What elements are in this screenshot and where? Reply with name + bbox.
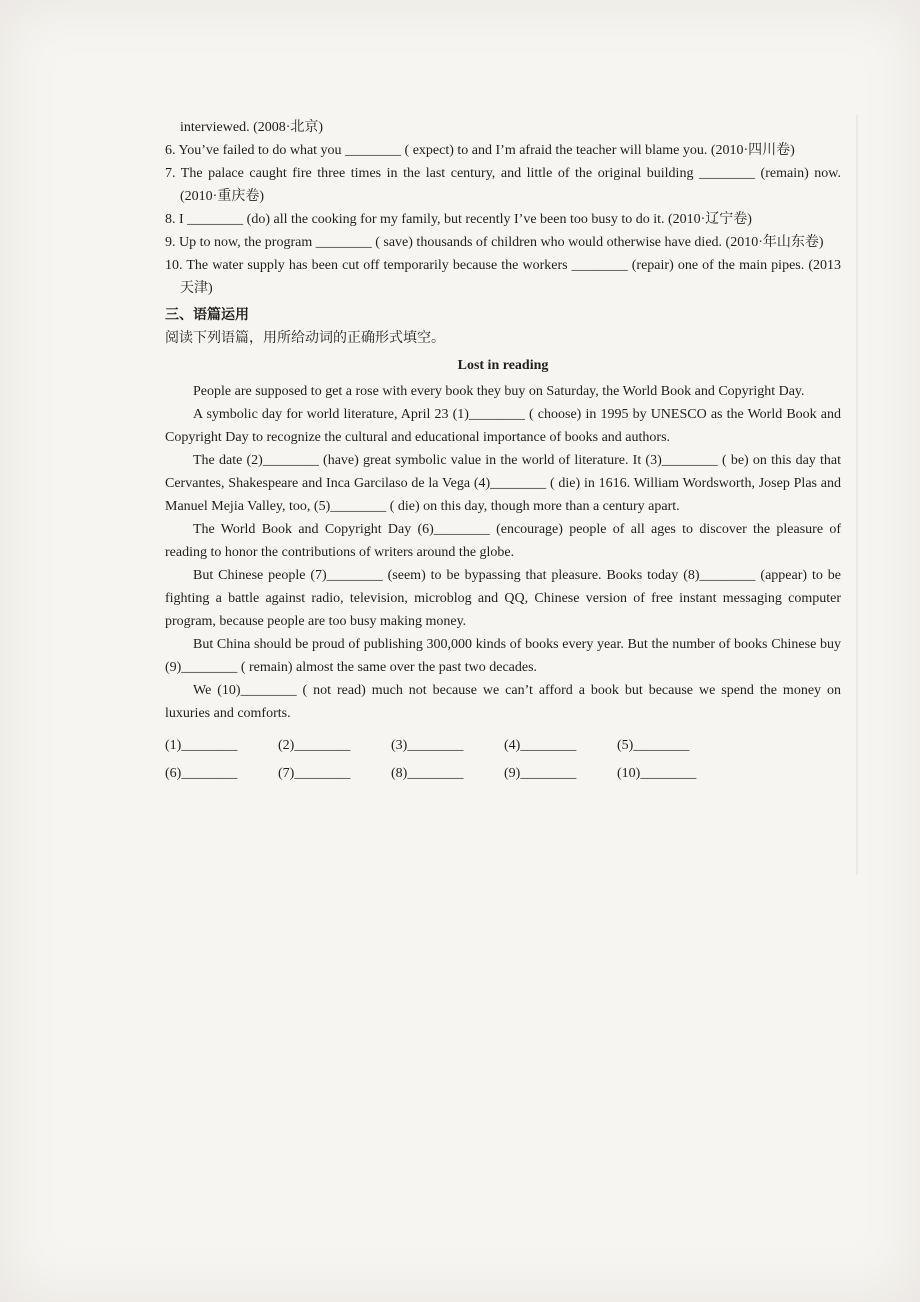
worksheet-content bbox=[165, 116, 841, 785]
answer-row-2 bbox=[165, 762, 841, 785]
question-text: The water supply has been cut off temporarily because the workers ________ (repair) one of the main pipes. (2013 天津) bbox=[180, 258, 841, 296]
passage-paragraph-4: The World Book and Copyright Day (6)________ (encourage) people of all ages to discover the pleasure of reading to honor the contributions of writers around the globe. bbox=[165, 522, 841, 560]
passage-title: Lost in reading bbox=[457, 358, 549, 373]
answer-blank-10: (10)________ bbox=[617, 766, 697, 781]
question-text: You’ve failed to do what you ________ ( expect) to and I’m afraid the teacher will blame you. (2010·四川卷) bbox=[178, 143, 795, 158]
passage-paragraph-5: But Chinese people (7)________ (seem) to be bypassing that pleasure. Books today (8)________ (appear) to be fighting a battle against radio, television, microblog and QQ, Chinese version of free instant messaging computer program, because people are too busy making money. bbox=[165, 568, 841, 629]
passage-paragraph-2: A symbolic day for world literature, April 23 (1)________ ( choose) in 1995 by UNESCO as the World Book and Copyright Day to recognize the cultural and educational importance of books and authors. bbox=[165, 407, 841, 445]
question-item-7 bbox=[165, 162, 841, 208]
answer-blank-6: (6)________ bbox=[165, 766, 238, 781]
question-text: I ________ (do) all the cooking for my family, but recently I’ve been too busy to do it. (2010·辽宁卷) bbox=[179, 212, 752, 227]
passage-paragraph-1: People are supposed to get a rose with every book they buy on Saturday, the World Book and Copyright Day. bbox=[193, 384, 805, 399]
question-5-continuation: interviewed. (2008·北京) bbox=[180, 120, 324, 135]
question-number: 6. bbox=[165, 143, 176, 158]
answer-blank-9: (9)________ bbox=[504, 766, 577, 781]
answer-blank-7: (7)________ bbox=[278, 766, 351, 781]
question-number: 9. bbox=[165, 235, 176, 250]
passage-paragraph-7: We (10)________ ( not read) much not because we can’t afford a book but because we spend the money on luxuries and comforts. bbox=[165, 683, 841, 721]
passage-paragraph-6: But China should be proud of publishing 300,000 kinds of books every year. But the number of books Chinese buy (9)________ ( remain) almost the same over the past two decades. bbox=[165, 637, 841, 675]
answer-blank-3: (3)________ bbox=[391, 738, 464, 753]
question-number: 7. bbox=[165, 166, 176, 181]
answer-blank-5: (5)________ bbox=[617, 738, 690, 753]
question-item-8 bbox=[165, 208, 841, 231]
question-item-9 bbox=[165, 231, 841, 254]
question-item-10 bbox=[165, 254, 841, 300]
section-heading: 三、语篇运用 bbox=[165, 306, 249, 322]
question-number: 10. bbox=[165, 258, 183, 273]
scan-artifact-line bbox=[856, 115, 858, 875]
question-number: 8. bbox=[165, 212, 176, 227]
question-item-6 bbox=[165, 139, 841, 162]
passage-paragraph-3: The date (2)________ (have) great symbolic value in the world of literature. It (3)________ ( be) on this day that Cervantes, Shakespeare and Inca Garcilaso de la Vega (4)________ ( die) in 1616. William Wordsworth, Josep Plas and Manuel Mejia Valley, too, (5)________ ( die) on this day, though more than a century apart. bbox=[165, 453, 841, 514]
answer-blanks bbox=[165, 734, 841, 785]
answer-blank-4: (4)________ bbox=[504, 738, 577, 753]
answer-blank-8: (8)________ bbox=[391, 766, 464, 781]
answer-blank-2: (2)________ bbox=[278, 738, 351, 753]
answer-row-1 bbox=[165, 734, 841, 757]
question-text: Up to now, the program ________ ( save) thousands of children who would otherwise have died. (2010·年山东卷) bbox=[179, 235, 824, 250]
question-text: The palace caught fire three times in the last century, and little of the original building ________ (remain) now. (2010·重庆卷) bbox=[180, 166, 841, 204]
answer-blank-1: (1)________ bbox=[165, 738, 238, 753]
section-instruction: 阅读下列语篇，用所给动词的正确形式填空。 bbox=[165, 331, 445, 346]
